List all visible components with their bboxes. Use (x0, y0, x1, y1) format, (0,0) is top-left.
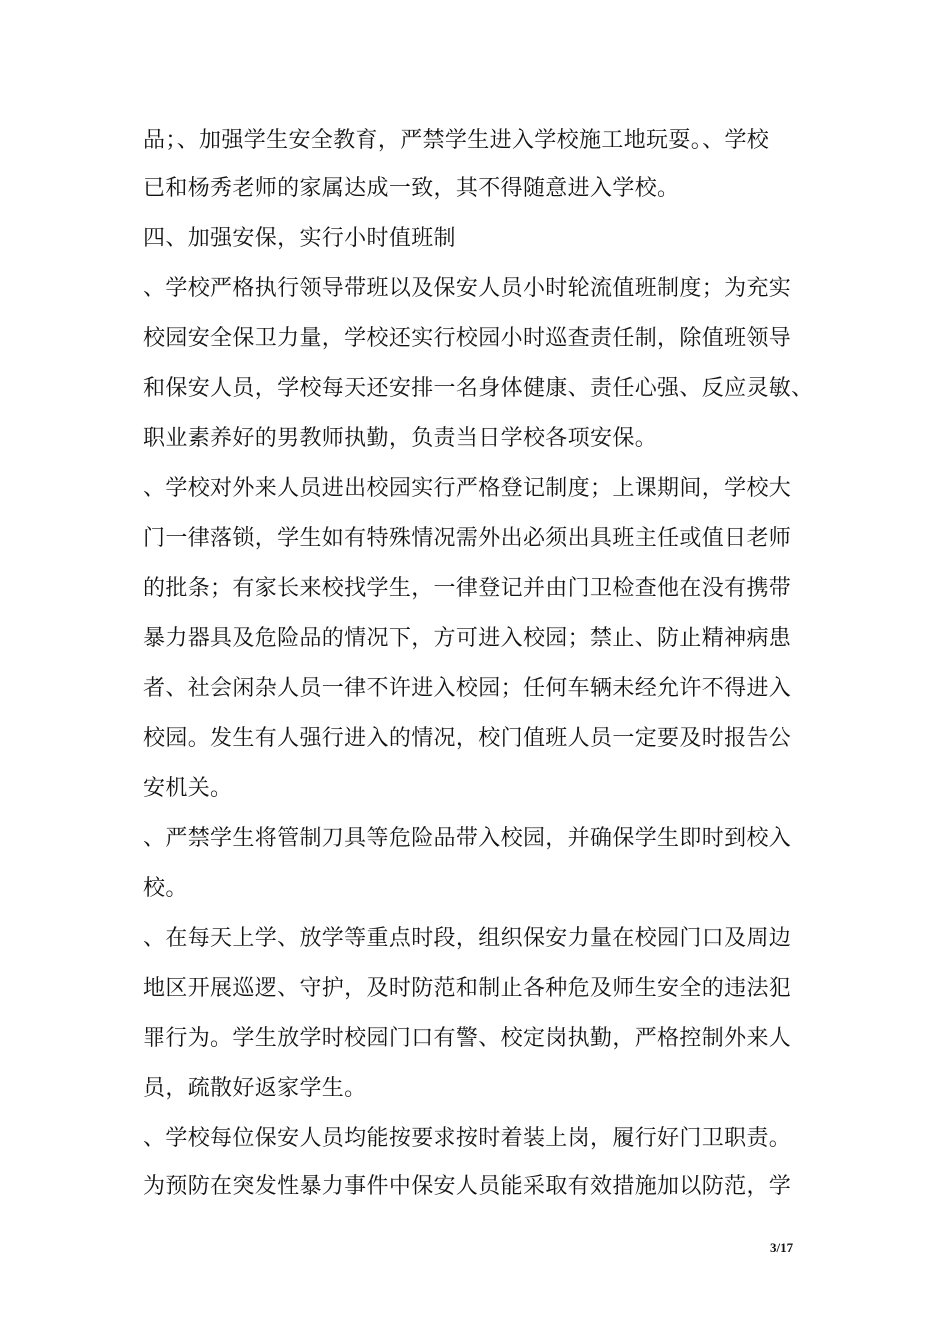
body-text-line: 门一律落锁，学生如有特殊情况需外出必须出具班主任或值日老师 (143, 526, 792, 551)
body-text-line: 校园安全保卫力量，学校还实行校园小时巡查责任制，除值班领导 (143, 326, 792, 351)
body-text-line: 已和杨秀老师的家属达成一致，其不得随意进入学校。 (143, 176, 680, 201)
body-text-line: 、严禁学生将管制刀具等危险品带入校园，并确保学生即时到校入 (143, 826, 792, 851)
body-text-line: 校园。发生有人强行进入的情况，校门值班人员一定要及时报告公 (143, 726, 792, 751)
body-text-line: 罪行为。学生放学时校园门口有警、校定岗执勤，严格控制外来人 (143, 1026, 792, 1051)
body-text-line: 和保安人员，学校每天还安排一名身体健康、责任心强、反应灵敏、 (143, 376, 814, 401)
body-text-line: 安机关。 (143, 776, 233, 801)
body-text-line: 员，疏散好返家学生。 (143, 1076, 367, 1101)
body-text-line: 、在每天上学、放学等重点时段，组织保安力量在校园门口及周边 (143, 926, 792, 951)
body-text-line: 校。 (143, 876, 188, 901)
body-text-line: 地区开展巡逻、守护，及时防范和制止各种危及师生安全的违法犯 (143, 976, 792, 1001)
body-text-line: 、学校每位保安人员均能按要求按时着装上岗，履行好门卫职责。 (143, 1126, 792, 1151)
body-text-line: 者、社会闲杂人员一律不许进入校园；任何车辆未经允许不得进入 (143, 676, 792, 701)
section-heading: 四、加强安保，实行小时值班制 (143, 226, 456, 251)
body-text-line: 、学校严格执行领导带班以及保安人员小时轮流值班制度；为充实 (143, 276, 792, 301)
page-number: 3/17 (770, 1240, 794, 1255)
body-text-line: 暴力器具及危险品的情况下，方可进入校园；禁止、防止精神病患 (143, 626, 792, 651)
body-text-line: 、学校对外来人员进出校园实行严格登记制度；上课期间，学校大 (143, 476, 792, 501)
body-text-line: 职业素养好的男教师执勤，负责当日学校各项安保。 (143, 426, 658, 451)
body-text-line: 的批条；有家长来校找学生，一律登记并由门卫检查他在没有携带 (143, 576, 792, 601)
body-text-line: 为预防在突发性暴力事件中保安人员能采取有效措施加以防范，学 (143, 1174, 792, 1199)
body-text-line: 品；、加强学生安全教育，严禁学生进入学校施工地玩耍。、学校 (143, 128, 770, 153)
